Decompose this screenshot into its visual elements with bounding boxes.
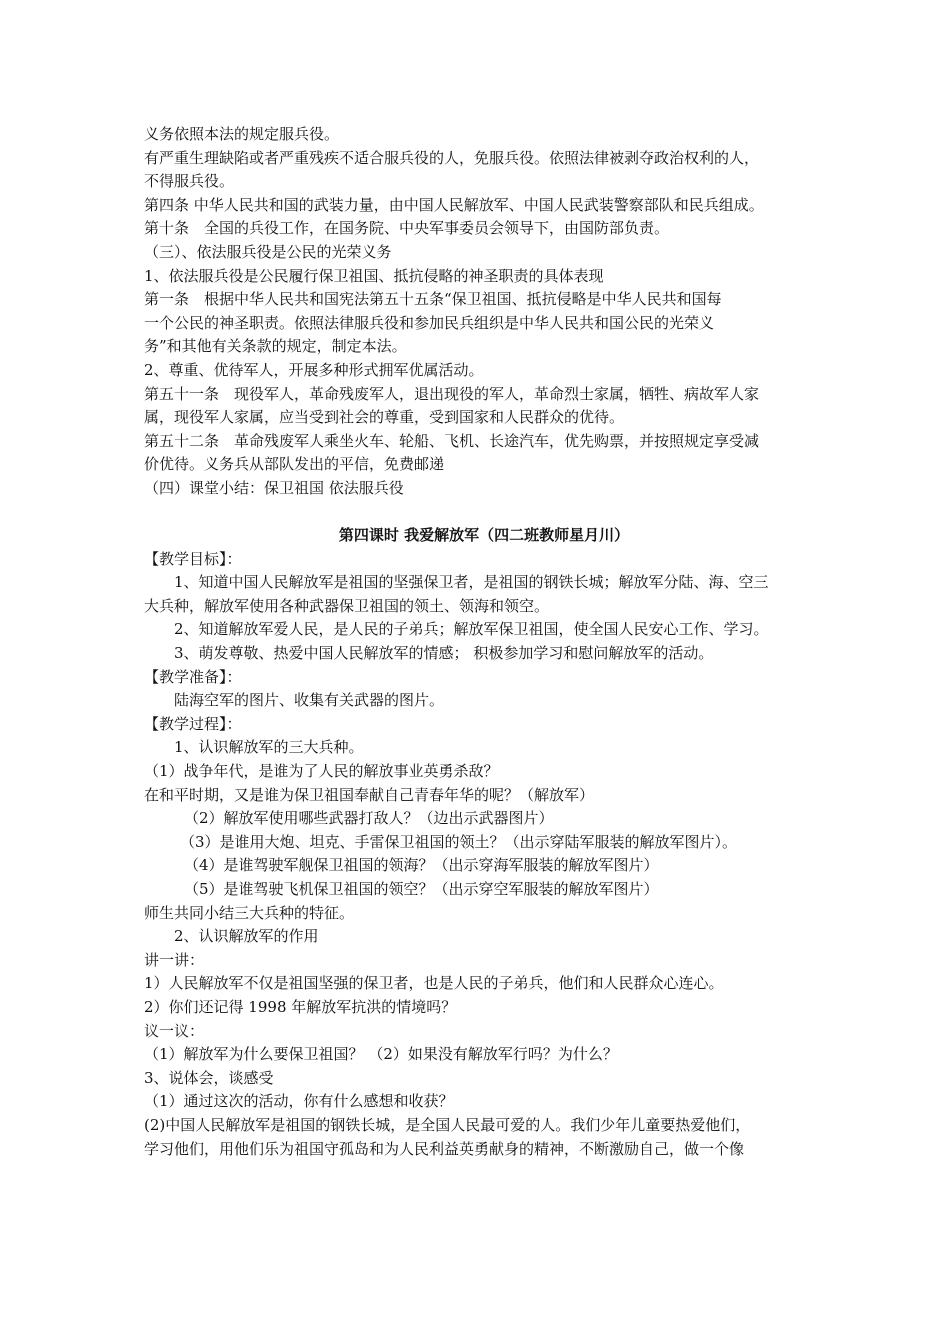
process-section [144, 713, 824, 1161]
goal-line: 2、知道解放军爱人民，是人民的子弟兵；解放军保卫祖国，使全国人民安心工作、学习。 [174, 620, 769, 639]
process-line: 2）你们还记得 1998 年解放军抗洪的情境吗？ [144, 997, 457, 1016]
process-line: 讲一讲： [144, 950, 205, 969]
lesson-title: 第四课时 我爱解放军（四二班教师星月川） [338, 526, 630, 545]
goal-line: 大兵种，解放军使用各种武器保卫祖国的领土、领海和领空。 [144, 596, 550, 615]
process-line: 3、说体会，谈感受 [144, 1068, 274, 1087]
text-line: 义务依照本法的规定服兵役。 [144, 125, 340, 143]
process-line: 在和平时期，又是谁为保卫祖国奉献自己青春年华的呢？（解放军） [144, 785, 595, 804]
process-line: （1）通过这次的活动，你有什么感想和收获？ [144, 1092, 454, 1111]
process-line: 1）人民解放军不仅是祖国坚强的保卫者，也是人民的子弟兵，他们和人民群众心连心。 [144, 974, 724, 993]
text-line: 一个公民的神圣职责。依照法律服兵役和参加民兵组织是中华人民共和国公民的光荣义 [144, 313, 715, 332]
goals-section [144, 548, 824, 666]
document-page [144, 123, 824, 1161]
prep-heading: 【教学准备】： [144, 667, 242, 686]
process-line: （1）战争年代，是谁为了人民的解放事业英勇杀敌？ [144, 762, 499, 781]
goal-line: 3、萌发尊敬、热爱中国人民解放军的情感； 积极参加学习和慰问解放军的活动。 [174, 644, 714, 663]
process-line: (2)中国人民解放军是祖国的钢铁长城，是全国人民最可爱的人。我们少年儿童要热爱他们， [144, 1115, 751, 1134]
prep-section [144, 666, 824, 713]
process-line: （1）解放军为什么要保卫祖国？ （2）如果没有解放军行吗？为什么？ [144, 1045, 618, 1064]
law-excerpt-section [144, 123, 824, 501]
process-line: 学习他们，用他们乐为祖国守孤岛和为人民利益英勇献身的精神，不断激励自己，做一个像 [144, 1139, 745, 1158]
prep-line: 陆海空军的图片、收集有关武器的图片。 [174, 691, 445, 710]
process-heading: 【教学过程】： [144, 714, 242, 733]
section-heading: （三）、依法服兵役是公民的光荣义务 [144, 242, 392, 261]
process-line: （5）是谁驾驶飞机保卫祖国的领空？（出示穿空军服装的解放军图片） [184, 880, 659, 898]
text-line: 第五十二条 革命残废军人乘坐火车、轮船、飞机、长途汽车，优先购票，并按照规定享受减 [144, 431, 760, 450]
text-line: 不得服兵役。 [144, 172, 235, 191]
text-line: 第五十一条 现役军人，革命残废军人，退出现役的军人，革命烈士家属，牺牲、病故军人家 [144, 384, 760, 403]
process-line: 师生共同小结三大兵种的特征。 [144, 903, 355, 922]
section-summary: （四）课堂小结：保卫祖国 依法服兵役 [144, 478, 404, 497]
text-line: 务”和其他有关条款的规定，制定本法。 [144, 337, 407, 356]
process-line: （4）是谁驾驶军舰保卫祖国的领海？（出示穿海军服装的解放军图片） [184, 856, 659, 875]
text-line: 1、依法服兵役是公民履行保卫祖国、抵抗侵略的神圣职责的具体表现 [144, 266, 604, 285]
text-line: 价优待。义务兵从部队发出的平信，免费邮递 [144, 455, 445, 474]
text-line: 第四条 中华人民共和国的武装力量，由中国人民解放军、中国人民武装警察部队和民兵组成。 [144, 195, 764, 214]
process-line: （3）是谁用大炮、坦克、手雷保卫祖国的领土？（出示穿陆军服装的解放军图片）。 [180, 832, 738, 851]
text-line: 第十条 全国的兵役工作，在国务院、中央军事委员会领导下，由国防部负责。 [144, 219, 670, 238]
text-line: 2、尊重、优待军人，开展多种形式拥军优属活动。 [144, 360, 484, 379]
process-line: （2）解放军使用哪些武器打敌人？（边出示武器图片） [184, 809, 554, 828]
process-line: 2、认识解放军的作用 [174, 927, 319, 946]
text-line: 第一条 根据中华人民共和国宪法第五十五条“保卫祖国、抵抗侵略是中华人民共和国每 [144, 290, 722, 309]
goals-heading: 【教学目标】： [144, 549, 242, 568]
text-line: 有严重生理缺陷或者严重残疾不适合服兵役的人，免服兵役。依照法律被剥夺政治权利的人， [144, 148, 760, 167]
blank-line [144, 501, 824, 525]
process-line: 1、认识解放军的三大兵种。 [174, 738, 364, 757]
process-line: 议一议： [144, 1021, 205, 1040]
text-line: 属，现役军人家属，应当受到社会的尊重，受到国家和人民群众的优待。 [144, 408, 625, 427]
goal-line: 1、知道中国人民解放军是祖国的坚强保卫者，是祖国的钢铁长城；解放军分陆、海、空三 [174, 573, 769, 592]
